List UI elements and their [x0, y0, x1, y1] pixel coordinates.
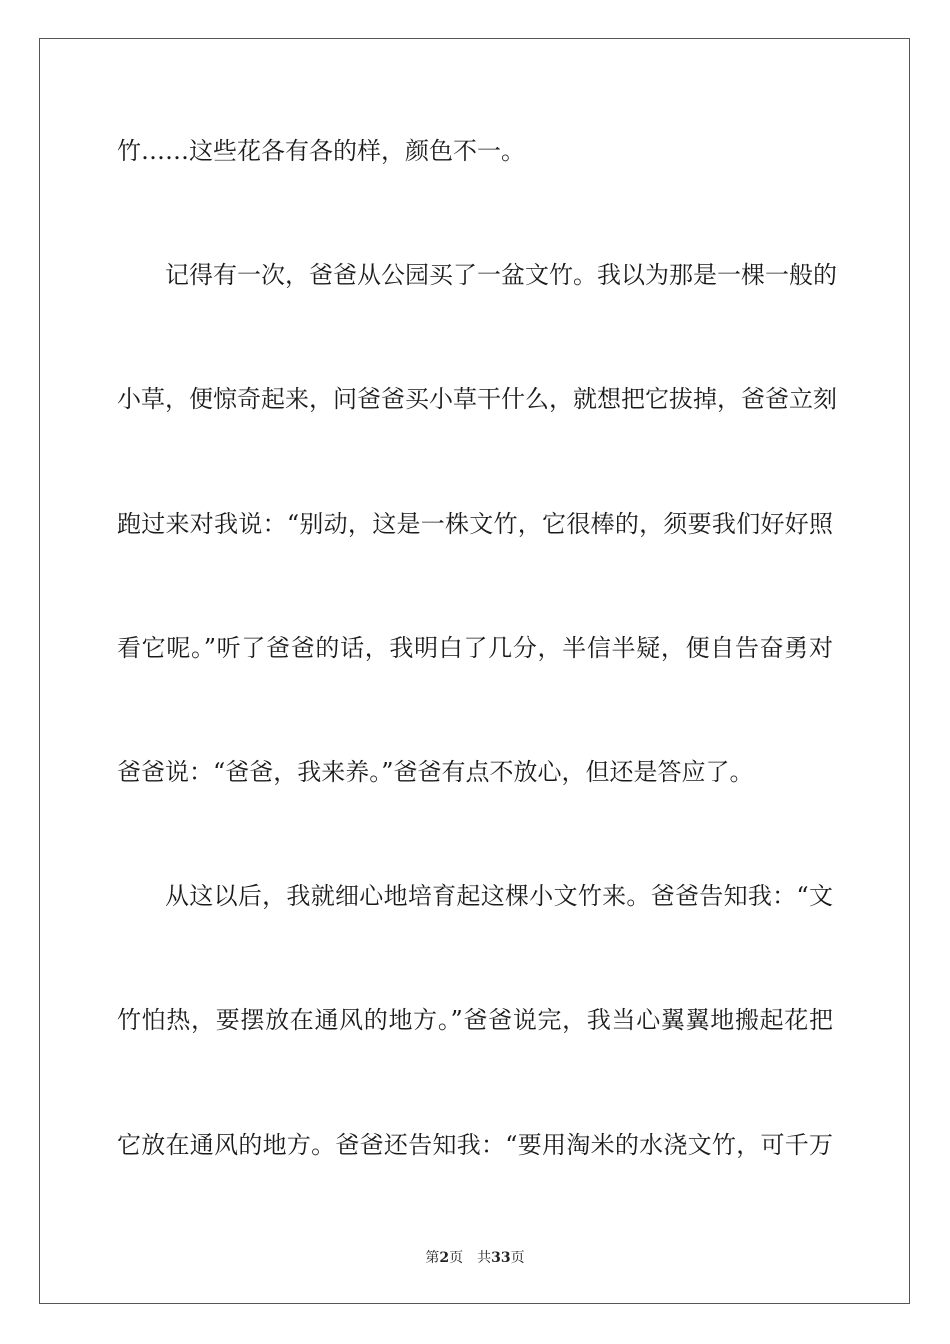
page-label-prefix: 第 [425, 1250, 440, 1266]
text-line-8: 竹怕热，要摆放在通风的地方。”爸爸说完，我当心翼翼地搬起花把 [117, 1006, 833, 1034]
page-number: 2 [439, 1250, 450, 1266]
text-line-9: 它放在通风的地方。爸爸还告知我：“要用淘米的水浇文竹，可千万 [117, 1131, 833, 1159]
page-label-suffix: 页 [449, 1250, 464, 1266]
text-line-3: 小草，便惊奇起来，问爸爸买小草干什么，就想把它拔掉，爸爸立刻 [117, 385, 837, 413]
text-line-5: 看它呢。”听了爸爸的话，我明白了几分，半信半疑，便自告奋勇对 [117, 634, 833, 662]
text-line-6: 爸爸说：“爸爸，我来养。”爸爸有点不放心，但还是答应了。 [117, 758, 754, 786]
total-label-suffix: 页 [510, 1250, 525, 1266]
text-line-4: 跑过来对我说：“别动，这是一株文竹，它很棒的，须要我们好好照 [117, 510, 833, 538]
text-line-1: 竹……这些花各有各的样，颜色不一。 [117, 137, 525, 165]
text-line-7: 从这以后，我就细心地培育起这棵小文竹来。爸爸告知我：“文 [165, 882, 833, 910]
page-footer [0, 1248, 950, 1268]
text-line-2: 记得有一次，爸爸从公园买了一盆文竹。我以为那是一棵一般的 [165, 261, 837, 289]
total-pages: 33 [491, 1250, 511, 1266]
total-label-prefix: 共 [477, 1250, 492, 1266]
page-border [39, 38, 910, 1304]
